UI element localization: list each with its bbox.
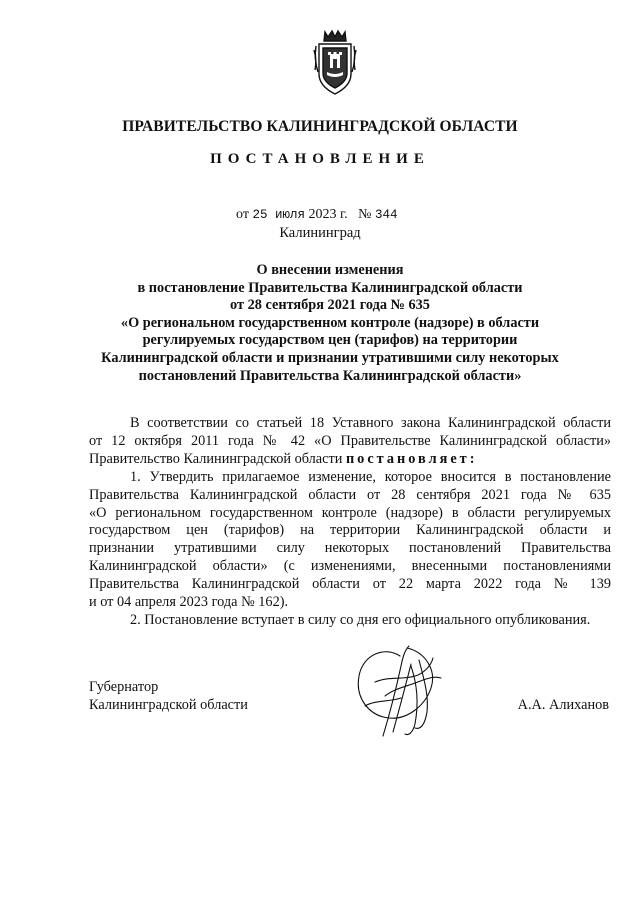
signatory-title: Губернатор: [89, 679, 159, 695]
body-line: В соответствии со статьей 18 Уставного закона Калининградской области: [130, 415, 611, 431]
subject-line: «О региональном государственном контроле (надзоре) в области: [120, 314, 540, 331]
date-number-line: [236, 207, 398, 223]
coat-of-arms-emblem: [313, 28, 357, 98]
body-line: от 12 октября 2011 года № 42 «О Правительстве Калининградской области»: [89, 432, 611, 449]
document-number: 344: [374, 208, 398, 222]
date-prefix: от: [236, 207, 249, 222]
body-line: Правительства Калининградской области от 22 марта 2022 года № 139: [89, 576, 611, 593]
body-line: 1. Утвердить прилагаемое изменение, которое вносится в постановление: [130, 468, 611, 485]
body-line: «О региональном государственном контроле (надзоре) в области регулируемых: [89, 504, 611, 521]
body-line: Калининградской области» (с изменениями, внесенными постановлениями: [89, 558, 611, 575]
body-text: Правительство Калининградской области: [89, 450, 343, 467]
city-name: Калининград: [279, 225, 361, 241]
handwritten-signature: [345, 636, 455, 748]
decree-word: постановляет:: [345, 450, 478, 467]
subject-line: от 28 сентября 2021 года № 635: [230, 297, 430, 314]
body-line: признании утратившими силу некоторых постановлений Правительства: [89, 540, 611, 557]
body-line: государством цен (тарифов) на территории Калининградской области и: [89, 522, 611, 539]
subject-line: регулируемых государством цен (тарифов) на территории: [142, 332, 518, 349]
document-type-heading: ПОСТАНОВЛЕНИЕ: [210, 151, 430, 167]
subject-line: в постановление Правительства Калининградской области: [137, 279, 523, 296]
body-line: 2. Постановление вступает в силу со дня его официального опубликования.: [130, 611, 591, 628]
body-line: [89, 451, 611, 469]
signatory-position: [89, 679, 248, 715]
subject-heading: [80, 262, 580, 385]
document-body: [89, 415, 611, 630]
number-prefix: №: [358, 207, 372, 222]
subject-line: О внесении изменения: [256, 262, 404, 278]
subject-line: Калининградской области и признании утратившими силу некоторых: [101, 349, 559, 366]
government-title: ПРАВИТЕЛЬСТВО КАЛИНИНГРАДСКОЙ ОБЛАСТИ: [122, 118, 518, 135]
signatory-region: Калининградской области: [89, 696, 248, 713]
body-line: и от 04 апреля 2023 года № 162).: [89, 594, 289, 611]
date-value: 25 июля: [252, 208, 305, 222]
signatory-name: А.А. Алиханов: [517, 697, 609, 713]
body-line: Правительства Калининградской области от 28 сентября 2021 года № 635: [89, 486, 611, 503]
subject-line: постановлений Правительства Калининградской области»: [138, 367, 522, 384]
date-year: 2023 г.: [308, 207, 348, 222]
